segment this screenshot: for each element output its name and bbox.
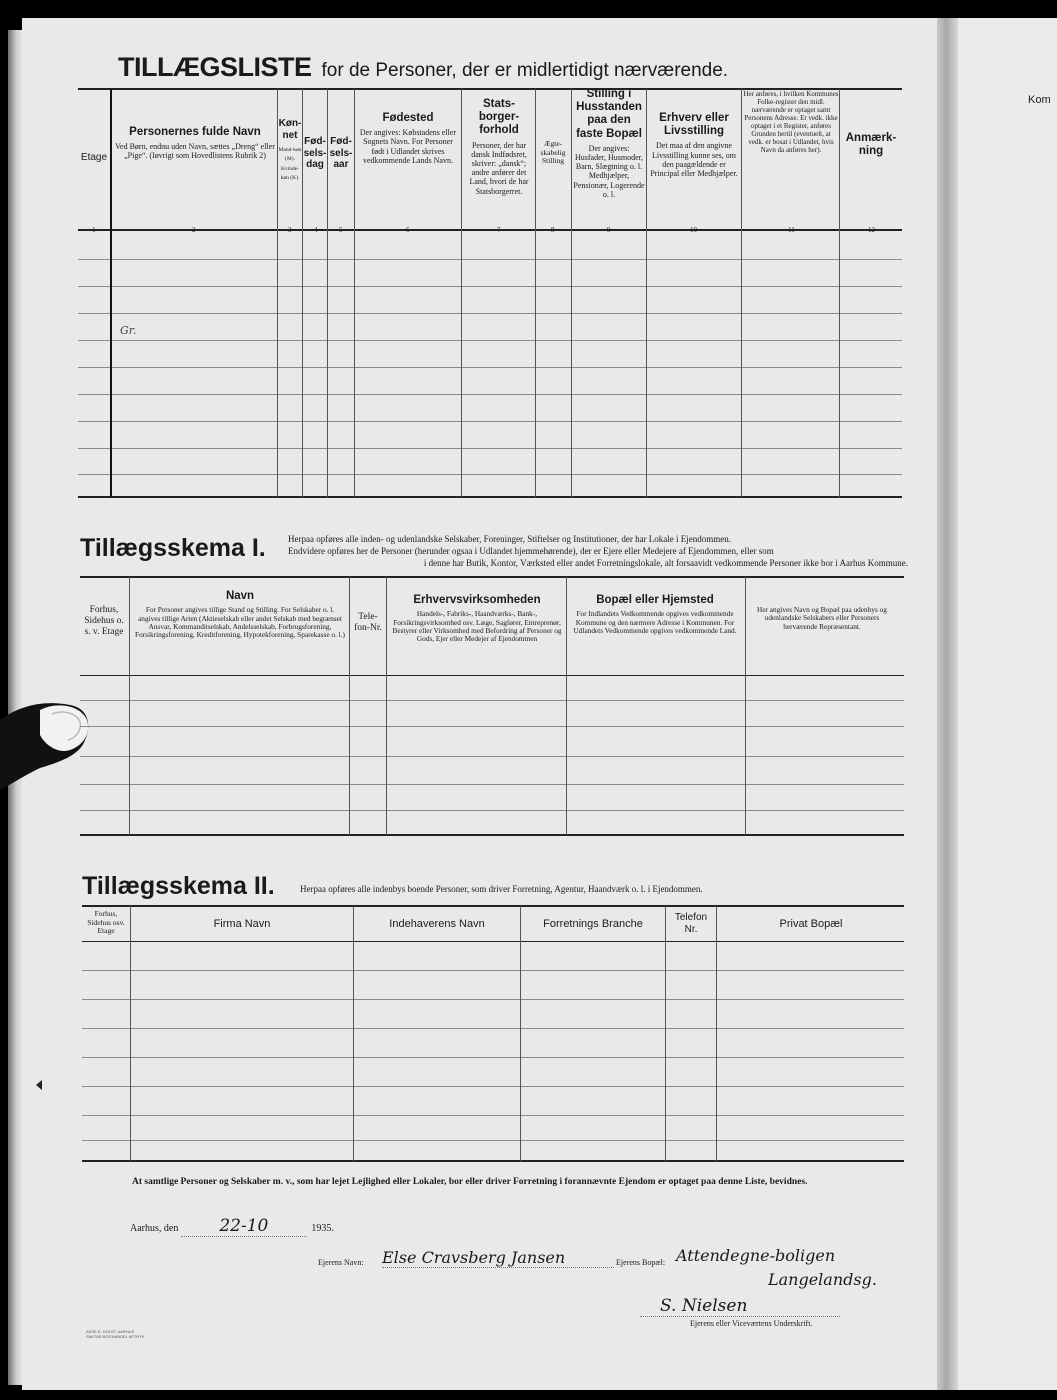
col-num-1: 1 xyxy=(92,226,96,234)
list-col-divider xyxy=(354,89,355,497)
col-num-5: 5 xyxy=(339,226,343,234)
signature-caption: Ejerens eller Viceværtens Underskrift. xyxy=(690,1319,813,1328)
book-gutter xyxy=(937,18,958,1390)
schema2-col-branch: Forretnings Branche xyxy=(543,918,643,930)
schema1-desc-line-1: Herpaa opføres alle inden- og udenlandske Selskaber, Foreninger, Stiftelser og Institutioner, der har Lokale i Ejendommen. xyxy=(288,534,732,544)
schema1-col-floor: Forhus, Sidehus o. s. v. Etage xyxy=(84,605,124,637)
schema2-row-line xyxy=(82,1028,904,1029)
certification-text: At samtlige Personer og Selskaber m. v., som har lejet Lejlighed eller Lokaler, bor eller driver Forretning i forannævnte Ejendom er optaget paa denne Liste, bevidnes. xyxy=(132,1177,808,1187)
list-col-divider xyxy=(302,89,303,497)
list-col-divider xyxy=(327,89,328,497)
schema1-col-divider xyxy=(386,577,387,835)
schema1-top-rule xyxy=(80,576,904,578)
col-num-11: 11 xyxy=(788,226,795,234)
schema2-col-divider xyxy=(716,906,717,1161)
col-household-header xyxy=(573,88,645,199)
signature-handwriting: S. Nielsen xyxy=(660,1296,748,1316)
col-birthday-header xyxy=(303,136,327,174)
list-col-divider xyxy=(839,89,840,497)
list-bottom-rule xyxy=(78,496,902,498)
schema2-col-floor: Forhus, Sidehus osv. Etage xyxy=(87,909,125,936)
schema1-col-trade-sub: Handels-, Fabriks-, Haandværks-, Bank-, Forsikringsvirksomhed osv. Læge, Sagfører, Entreprenør, Bestyrer eller Virksomhed med Befordring af Personer og Gods, Ejer eller Medejer af Ejendommen xyxy=(392,609,562,644)
col-household-title: Stilling i Husstanden paa den faste Bopæl xyxy=(576,88,642,140)
schema1-col-divider xyxy=(745,577,746,835)
col-address-sub: Her anføres, i hvilken Kommunes Folke-register den midl. nærværende er optaget samt Personens Adresse. Er vedk. ikke optaget i et Register, anføres Grunden hertil (eventuelt, at vedk. er bosat i Udlandet, hvis Navn da anføres her). xyxy=(743,90,839,155)
col-occupation-title: Erhverv eller Livsstilling xyxy=(659,112,729,138)
col-name-title: Personernes fulde Navn xyxy=(129,126,261,138)
col-occupation-header xyxy=(648,112,740,178)
schema1-col-home xyxy=(568,594,742,635)
schema1-col-name xyxy=(134,590,346,640)
list-header-rule xyxy=(78,229,902,231)
col-sex-header xyxy=(278,118,302,181)
schema1-col-representative: Her angives Navn og Bopæl paa udenbys og udenlandske Selskabers eller Personers herværende Repræsentant. xyxy=(757,605,887,631)
list-row-line xyxy=(78,448,902,449)
main-title-rest: for de Personer, der er midlertidigt nærværende. xyxy=(321,60,729,81)
schema2-row-line xyxy=(82,1115,904,1116)
schema1-desc-line-2: Endvidere opføres her de Personer (herunder ogsaa i Udlandet hjemmehørende), der er Ejere eller Medejere af Ejendommen, eller som xyxy=(288,546,774,557)
schema1-row-line xyxy=(80,784,904,785)
col-household-sub: Der angives: Husfader, Husmoder, Barn, Slægtning o. l. Medhjælper, Pensionær, Logerende o. l. xyxy=(573,143,645,199)
schema1-description xyxy=(288,533,908,569)
col-num-7: 7 xyxy=(497,226,501,234)
owner-address-line-1: Attendegne-boligen xyxy=(676,1246,836,1265)
facing-page-text: Kom xyxy=(1028,94,1051,106)
schema1-header-rule xyxy=(80,675,904,676)
col-num-10: 10 xyxy=(690,226,697,234)
thumb-image xyxy=(0,700,92,790)
list-row-line xyxy=(78,259,902,260)
printer-mark: AKSE E. HOLST, AARHUS SAKTAR BOGHANDEL AFTRYK xyxy=(86,1329,145,1340)
schema2-header-rule xyxy=(82,941,904,942)
owner-address-label: Ejerens Bopæl: xyxy=(616,1258,666,1267)
schema1-col-phone: Tele-fon-Nr. xyxy=(354,612,382,633)
facing-page xyxy=(958,18,1057,1390)
schema1-col-divider xyxy=(129,577,130,835)
schema1-col-name-sub: For Personer angives tillige Stand og Stilling. For Selskaber o. l. angives tillige Arten (Aktieselskab eller andet Selskab med begrænset Ansvar, Kommanditselskab, Andelsselskab, Forbrugsforening, Forsikringsforening, Kreditforening, Hypotekforening, Sparekasse o. l.) xyxy=(135,605,345,640)
list-col-divider xyxy=(741,89,742,497)
col-citizenship-title: Stats-borger-forhold xyxy=(478,98,520,137)
col-citizenship-header xyxy=(464,98,534,196)
col-remark-title: Anmærk-ning xyxy=(845,132,897,158)
main-title-big: TILLÆGSLISTE xyxy=(118,52,312,82)
schema2-row-line xyxy=(82,1140,904,1141)
list-row-line xyxy=(78,340,902,341)
list-row-line xyxy=(78,474,902,475)
list-row-line xyxy=(78,367,902,368)
list-col-divider xyxy=(535,89,536,497)
schema1-col-divider xyxy=(349,577,350,835)
list-col-divider xyxy=(110,89,112,497)
list-col-divider xyxy=(646,89,647,497)
col-remark-header xyxy=(841,132,901,161)
date-value: 22-10 xyxy=(181,1216,307,1237)
schema1-col-home-title: Bopæl eller Hjemsted xyxy=(596,594,714,606)
schema1-col-trade-title: Erhvervsvirksomheden xyxy=(413,594,541,606)
list-row-line xyxy=(78,394,902,395)
col-num-4: 4 xyxy=(314,226,318,234)
col-etage-header: Etage xyxy=(80,152,108,163)
list-col-divider xyxy=(461,89,462,497)
schema1-row-line xyxy=(80,810,904,811)
schema2-col-divider xyxy=(353,906,354,1161)
col-num-8: 8 xyxy=(551,226,555,234)
date-year: 1935. xyxy=(311,1223,334,1234)
schema2-bottom-rule xyxy=(82,1160,904,1162)
list-scribble: Gr. xyxy=(120,324,137,337)
schema2-row-line xyxy=(82,1086,904,1087)
col-sex-title: Køn-net xyxy=(278,118,302,141)
schema2-row-line xyxy=(82,1057,904,1058)
signature-line xyxy=(640,1316,840,1317)
schema1-row-line xyxy=(80,756,904,757)
schema2-col-phone: Telefon Nr. xyxy=(674,912,708,935)
schema1-col-trade xyxy=(390,594,564,644)
date-line xyxy=(130,1216,334,1237)
schema2-col-divider xyxy=(130,906,131,1161)
col-num-3: 3 xyxy=(288,226,292,234)
main-title xyxy=(118,52,878,83)
col-name-header xyxy=(114,126,276,161)
schema1-bottom-rule xyxy=(80,834,904,836)
schema1-row-line xyxy=(80,700,904,701)
col-sex-sub: Mand-køn (M). Kvinde-køn (K). xyxy=(278,147,302,181)
owner-address-line-2: Langelandsg. xyxy=(768,1270,877,1289)
schema1-row-line xyxy=(80,726,904,727)
schema2-col-divider xyxy=(520,906,521,1161)
list-col-divider xyxy=(571,89,572,497)
schema1-title: Tillægsskema I. xyxy=(80,534,266,562)
col-birthyear-title: Fød-sels-aar xyxy=(329,136,353,170)
col-num-12: 12 xyxy=(868,226,875,234)
col-num-2: 2 xyxy=(192,226,196,234)
col-num-9: 9 xyxy=(607,226,611,234)
list-row-line xyxy=(78,313,902,314)
schema1-col-home-sub: For Indlandets Vedkommende opgives vedkommende Kommune og den nærmere Adresse i Kommunen. For Udlandets Vedkommende opgives vedkommende Land. xyxy=(573,609,737,635)
schema1-col-divider xyxy=(566,577,567,835)
col-birthday-title: Fød-sels-dag xyxy=(303,136,327,170)
col-num-6: 6 xyxy=(406,226,410,234)
schema2-description: Herpaa opføres alle indenbys boende Personer, som driver Forretning, Agentur, Haandværk o. l. i Ejendommen. xyxy=(300,884,703,894)
col-name-sub: Ved Børn, endnu uden Navn, sættes „Dreng“ eller „Pige“. (Iøvrigt som Hovedlistens Rubrik 2) xyxy=(115,142,275,161)
schema2-top-rule xyxy=(82,905,904,907)
col-birthplace-sub: Der angives: Købstadens eller Sognets Navn. For Personer født i Udlandet skrives vedkommende Lands Navn. xyxy=(359,128,457,165)
col-marital-header: Ægte-skabelig Stilling xyxy=(540,139,566,166)
margin-arrow-icon xyxy=(36,1080,42,1090)
owner-name-label: Ejerens Navn: xyxy=(318,1258,364,1267)
schema1-col-name-title: Navn xyxy=(225,590,255,602)
list-col-divider xyxy=(277,89,278,497)
col-occupation-sub: Det maa af den angivne Livsstilling kunne ses, om den paagældende er Principal eller Medhjælper. xyxy=(650,141,738,178)
list-row-line xyxy=(78,421,902,422)
col-birthyear-header xyxy=(328,136,354,174)
list-row-line xyxy=(78,286,902,287)
schema2-col-home: Privat Bopæl xyxy=(779,918,843,930)
schema2-row-line xyxy=(82,970,904,971)
col-birthplace-header xyxy=(358,112,458,165)
owner-name-value: Else Cravsberg Jansen xyxy=(382,1248,614,1268)
schema2-col-firm: Firma Navn xyxy=(213,918,271,930)
schema1-desc-line-3: i denne har Butik, Kontor, Værksted eller andet Forretningslokale, alt forsaavidt vedkommende Personer ikke bor i Aarhus Kommune. xyxy=(423,558,908,569)
col-birthplace-title: Fødested xyxy=(382,112,434,124)
schema2-col-divider xyxy=(665,906,666,1161)
date-prefix: Aarhus, den xyxy=(130,1223,179,1234)
schema2-col-owner: Indehaverens Navn xyxy=(389,918,485,930)
schema2-row-line xyxy=(82,999,904,1000)
schema2-title: Tillægsskema II. xyxy=(82,872,275,900)
col-citizenship-sub: Personer, der har dansk Indfødsret, skriver: „dansk“; andre anfører det Land, hvori de har Statsborgerret. xyxy=(469,140,529,196)
col-address-header xyxy=(743,90,839,154)
